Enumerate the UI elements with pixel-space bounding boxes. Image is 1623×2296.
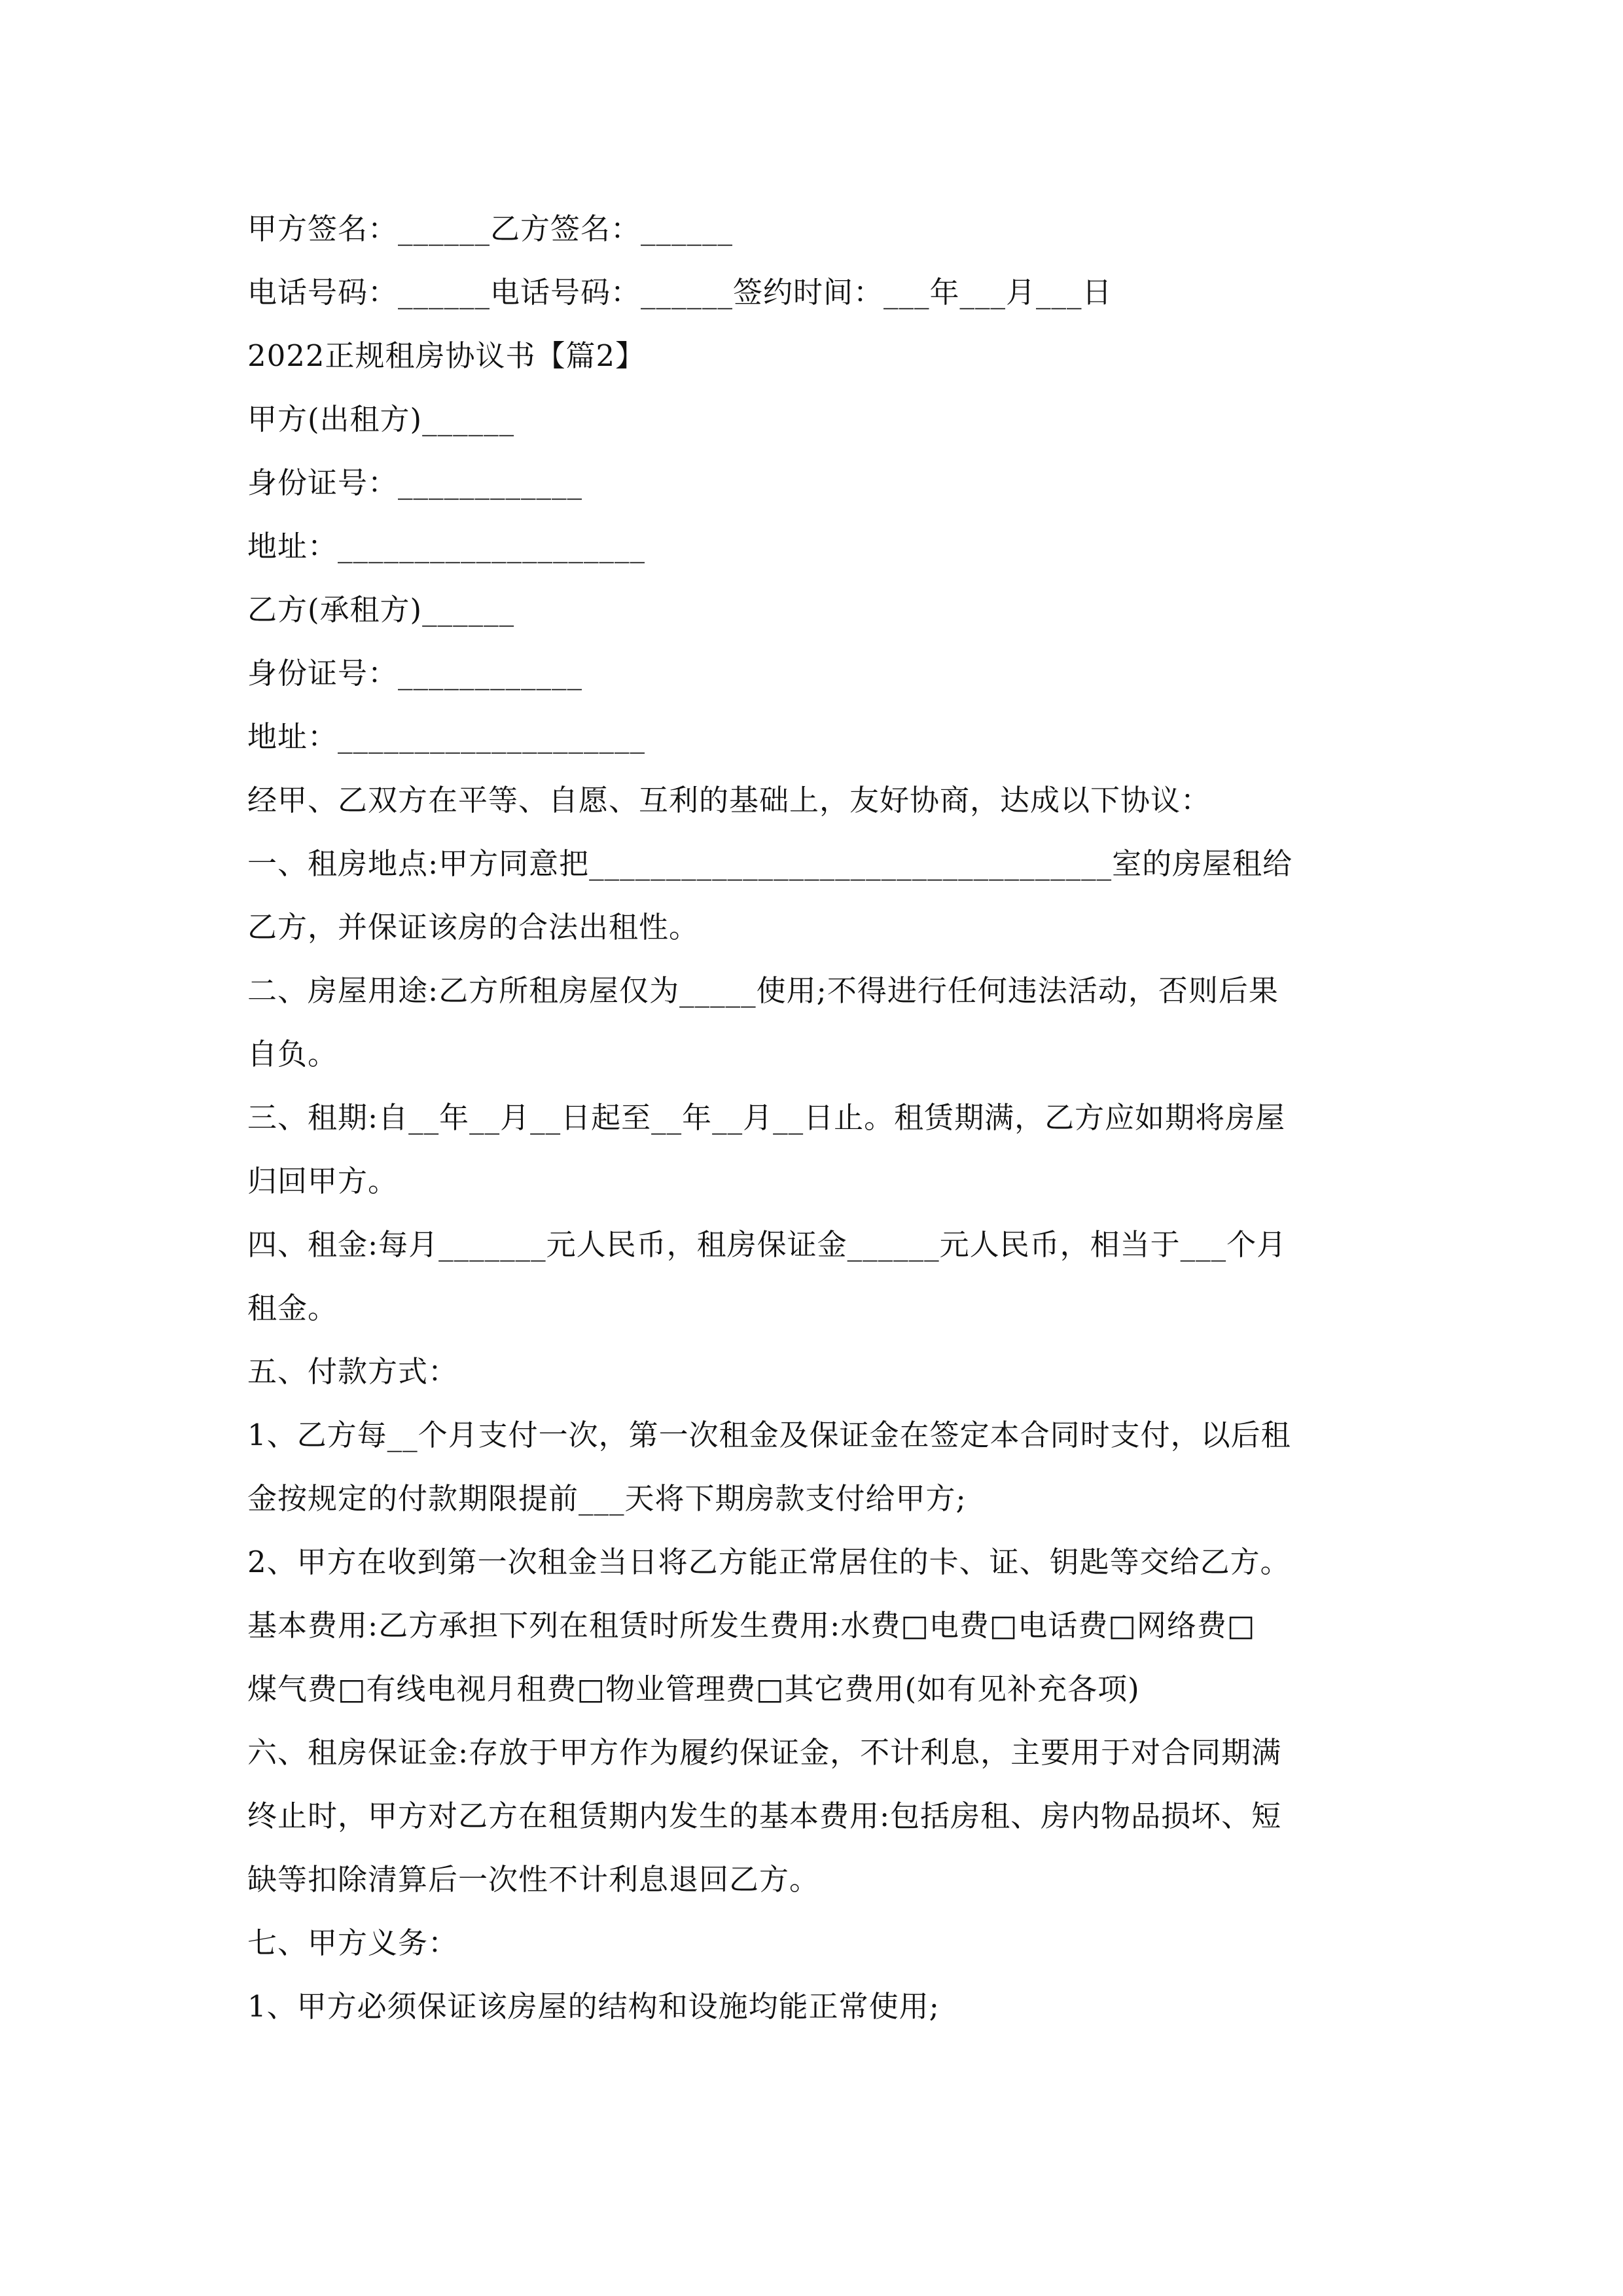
party-a-id-line: 身份证号：____________ [247,465,583,500]
clause-7-heading: 七、甲方义务： [247,1926,459,1960]
party-b-line: 乙方(承租方)______ [247,592,515,627]
signature-line: 甲方签名：______乙方签名：______ [247,211,734,246]
party-a-address: 地址：____________________ [247,529,646,564]
clause-1-line-2: 乙方，并保证该房的合法出租性。 [247,910,700,944]
basic-fees-line-2: 煤气费□有线电视月租费□物业管理费□其它费用(如有见补充各项) [247,1672,1140,1706]
agreement-intro: 经甲、乙双方在平等、自愿、互利的基础上，友好协商，达成以下协议： [247,783,1211,817]
clause-3-line-1: 三、租期:自__年__月__日起至__年__月__日止。租赁期满，乙方应如期将房屋 [247,1100,1286,1135]
clause-2-line-1: 二、房屋用途:乙方所租房屋仅为_____使用;不得进行任何违法活动，否则后果 [247,973,1279,1008]
party-b-address: 地址：____________________ [247,719,646,754]
clause-5-1-line-2: 金按规定的付款期限提前___天将下期房款支付给甲方; [247,1481,967,1516]
section-heading: 2022正规租房协议书【篇2】 [247,338,646,373]
clause-7-1: 1、甲方必须保证该房屋的结构和设施均能正常使用; [247,1989,940,2024]
basic-fees-line-1: 基本费用:乙方承担下列在租赁时所发生费用:水费□电费□电话费□网络费□ [247,1608,1256,1643]
clause-5-heading: 五、付款方式： [247,1354,459,1389]
clause-4-line-1: 四、租金:每月_______元人民币，租房保证金______元人民币，相当于___个月 [247,1227,1287,1262]
clause-3-line-2: 归回甲方。 [247,1164,399,1198]
clause-6-line-3: 缺等扣除清算后一次性不计利息退回乙方。 [247,1862,820,1897]
clause-1-line-1: 一、租房地点:甲方同意把__________________________________室的房屋租给 [247,846,1293,881]
phone-date-line: 电话号码：______电话号码：______签约时间：___年___月___日 [247,275,1113,310]
clause-5-2: 2、甲方在收到第一次租金当日将乙方能正常居住的卡、证、钥匙等交给乙方。 [247,1545,1291,1579]
clause-2-line-2: 自负。 [247,1037,338,1071]
clause-4-line-2: 租金。 [247,1291,338,1325]
clause-6-line-2: 终止时，甲方对乙方在租赁期内发生的基本费用:包括房租、房内物品损坏、短 [247,1799,1282,1833]
party-a-line: 甲方(出租方)______ [247,402,515,437]
party-b-id-line: 身份证号：____________ [247,656,583,691]
clause-5-1-line-1: 1、乙方每__个月支付一次，第一次租金及保证金在签定本合同时支付，以后租 [247,1418,1291,1452]
clause-6-line-1: 六、租房保证金:存放于甲方作为履约保证金，不计利息，主要用于对合同期满 [247,1735,1282,1770]
